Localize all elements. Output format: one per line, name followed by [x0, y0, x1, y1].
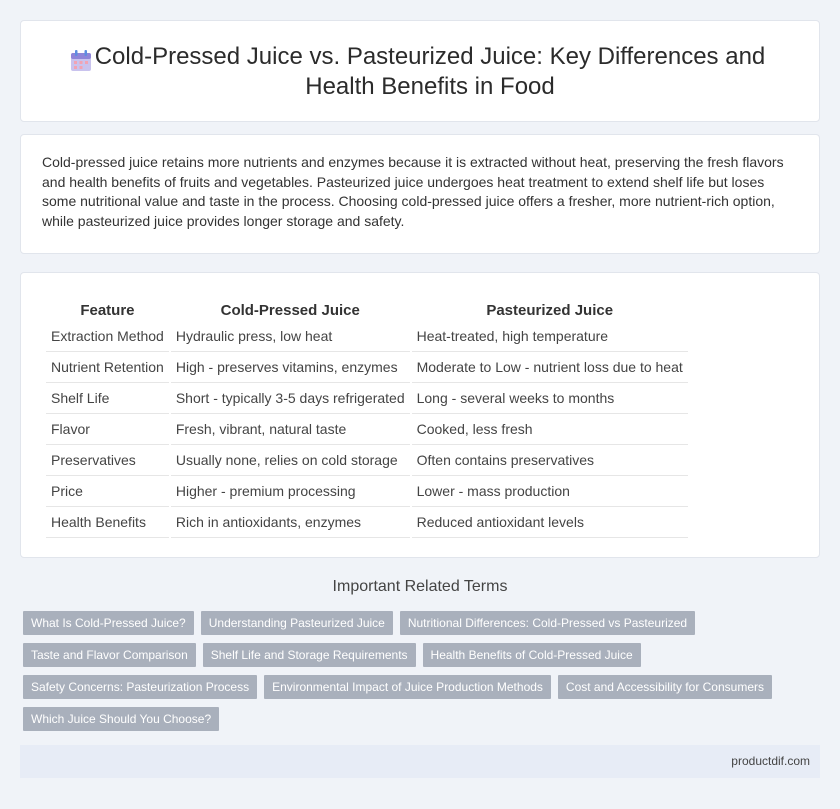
- table-row: [46, 507, 688, 538]
- related-term-tag[interactable]: Understanding Pasteurized Juice: [201, 611, 393, 635]
- table-row: [46, 321, 688, 352]
- comparison-card: [20, 272, 820, 558]
- feature-cell: Nutrient Retention: [46, 352, 169, 383]
- related-term-tag[interactable]: Nutritional Differences: Cold-Pressed vs Pasteurized: [400, 611, 695, 635]
- tag-row: [23, 611, 813, 635]
- pasteurized-cell: Moderate to Low - nutrient loss due to heat: [412, 352, 688, 383]
- feature-cell: Preservatives: [46, 445, 169, 476]
- tag-row: [23, 707, 813, 731]
- cold-pressed-cell: Higher - premium processing: [171, 476, 410, 507]
- header-pasteurized: Pasteurized Juice: [486, 301, 614, 319]
- cold-pressed-cell: Fresh, vibrant, natural taste: [171, 414, 410, 445]
- page-title: Cold-Pressed Juice vs. Pasteurized Juice: Key Differences and Health Benefits in Food: [94, 43, 766, 100]
- related-term-tag[interactable]: Which Juice Should You Choose?: [23, 707, 219, 731]
- footer-site-link[interactable]: productdif.com: [731, 754, 810, 768]
- related-term-tag[interactable]: Health Benefits of Cold-Pressed Juice: [423, 643, 641, 667]
- cold-pressed-cell: Short - typically 3-5 days refrigerated: [171, 383, 410, 414]
- cold-pressed-cell: Rich in antioxidants, enzymes: [171, 507, 410, 538]
- related-term-tag[interactable]: What Is Cold-Pressed Juice?: [23, 611, 194, 635]
- pasteurized-cell: Cooked, less fresh: [412, 414, 688, 445]
- feature-cell: Shelf Life: [46, 383, 169, 414]
- intro-card: [20, 134, 820, 254]
- cold-pressed-cell: Usually none, relies on cold storage: [171, 445, 410, 476]
- pasteurized-cell: Heat-treated, high temperature: [412, 321, 688, 352]
- cold-pressed-cell: High - preserves vitamins, enzymes: [171, 352, 410, 383]
- pasteurized-cell: Lower - mass production: [412, 476, 688, 507]
- feature-cell: Price: [46, 476, 169, 507]
- related-term-tag[interactable]: Taste and Flavor Comparison: [23, 643, 196, 667]
- pasteurized-cell: Reduced antioxidant levels: [412, 507, 688, 538]
- cold-pressed-cell: Hydraulic press, low heat: [171, 321, 410, 352]
- header-cold-pressed: Cold-Pressed Juice: [220, 301, 360, 319]
- related-term-tag[interactable]: Cost and Accessibility for Consumers: [558, 675, 772, 699]
- related-terms-title: Important Related Terms: [332, 578, 508, 595]
- related-term-tag[interactable]: Environmental Impact of Juice Production Methods: [264, 675, 551, 699]
- table-header-row: [46, 295, 688, 321]
- pasteurized-cell: Long - several weeks to months: [412, 383, 688, 414]
- feature-cell: Flavor: [46, 414, 169, 445]
- tag-row: [23, 643, 813, 667]
- related-term-tag[interactable]: Shelf Life and Storage Requirements: [203, 643, 416, 667]
- footer: [20, 745, 820, 778]
- table-row: [46, 414, 688, 445]
- title-card: [20, 20, 820, 122]
- feature-cell: Extraction Method: [46, 321, 169, 352]
- table-row: [46, 383, 688, 414]
- comparison-table: [44, 295, 690, 538]
- table-row: [46, 476, 688, 507]
- tag-row: [23, 675, 813, 699]
- table-row: [46, 352, 688, 383]
- related-term-tag[interactable]: Safety Concerns: Pasteurization Process: [23, 675, 257, 699]
- related-terms-list: [23, 611, 813, 739]
- feature-cell: Health Benefits: [46, 507, 169, 538]
- header-feature: Feature: [80, 301, 135, 319]
- table-row: [46, 445, 688, 476]
- pasteurized-cell: Often contains preservatives: [412, 445, 688, 476]
- intro-paragraph: Cold-pressed juice retains more nutrients and enzymes because it is extracted without heat, preserving the fresh flavors and health benefits of fruits and vegetables. Pasteurized juice undergoes heat treatment to extend shelf life but loses some nutritional value and taste in the process. Choosing cold-pressed juice offers a fresher, more nutrient-rich option, while pasteurized juice provides longer storage and safety.: [42, 154, 784, 229]
